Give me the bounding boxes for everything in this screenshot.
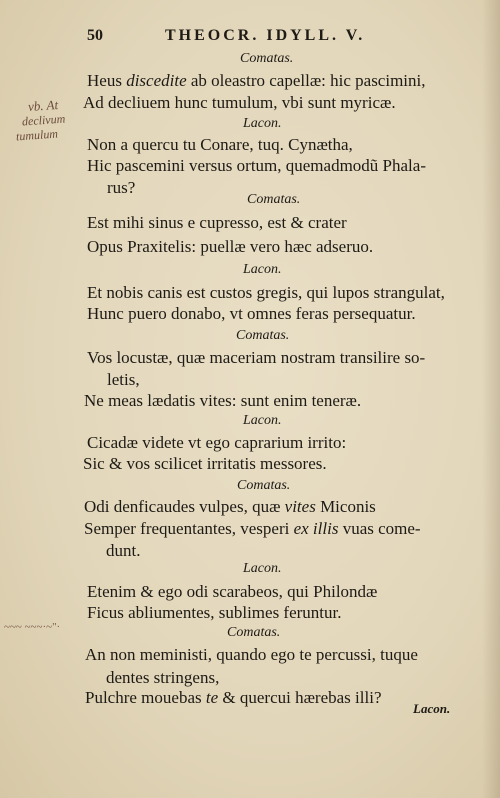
verse-line: [106, 669, 219, 686]
page-number: 50: [87, 27, 103, 44]
italic-phrase: discedite: [126, 71, 187, 90]
margin-note: tumulum: [15, 126, 59, 144]
speaker-heading: Comatas.: [247, 192, 301, 207]
verse-line: [83, 455, 327, 472]
speaker-heading: Lacon.: [243, 262, 282, 277]
verse-segment: Vos locustæ, quæ maceriam nostram transilire so-: [87, 348, 426, 367]
verse-segment: & quercui hærebas illi?: [218, 688, 382, 707]
verse-segment: Heus: [87, 71, 127, 90]
verse-line: [87, 72, 426, 89]
speaker-heading: Comatas.: [237, 478, 291, 493]
verse-segment: Pulchre mouebas: [85, 688, 206, 707]
speaker-heading: Lacon.: [243, 561, 282, 576]
verse-line: [84, 520, 421, 537]
speaker-heading: Comatas.: [240, 51, 294, 66]
verse-line: [87, 349, 425, 366]
italic-phrase: vites: [284, 497, 316, 516]
verse-segment: Miconis: [315, 497, 376, 516]
verse-segment: Cicadæ videte vt ego caprarium irrito:: [87, 433, 347, 452]
speaker-heading: Lacon.: [243, 116, 282, 131]
verse-segment: Est mihi sinus e cupresso, est & crater: [87, 213, 347, 232]
verse-segment: Opus Praxitelis: puellæ vero hæc adseruo.: [87, 237, 374, 256]
verse-segment: Semper frequentantes, vesperi: [84, 519, 294, 538]
verse-segment: ab oleastro capellæ: hic pascimini,: [186, 71, 426, 90]
verse-line: [106, 542, 140, 559]
running-title: THEOCR. IDYLL. V.: [165, 27, 366, 44]
verse-line: [84, 392, 361, 409]
verse-segment: rus?: [107, 178, 136, 197]
verse-segment: vuas come-: [338, 519, 421, 538]
verse-line: [87, 238, 373, 255]
verse-segment: An non meministi, quando ego te percussi, tuque: [85, 645, 418, 664]
verse-segment: dunt.: [106, 541, 141, 560]
verse-segment: Hunc puero donabo, vt omnes feras persequatur.: [87, 304, 416, 323]
verse-line: [83, 94, 396, 111]
italic-phrase: te: [205, 688, 219, 707]
verse-segment: Odi denficaudes vulpes, quæ: [84, 497, 285, 516]
verse-segment: Hic pascemini versus ortum, quemadmodũ Phala-: [87, 156, 426, 175]
verse-line: [85, 689, 381, 706]
verse-segment: Ne meas lædatis vites: sunt enim teneræ.: [84, 391, 362, 410]
margin-note: declivum: [21, 111, 66, 129]
speaker-heading: Comatas.: [236, 328, 290, 343]
verse-segment: Ficus abliumentes, sublimes feruntur.: [87, 603, 342, 622]
verse-segment: dentes stringens,: [106, 668, 220, 687]
verse-line: [84, 498, 376, 515]
verse-line: [107, 371, 140, 388]
verse-segment: Sic & vos scilicet irritatis messores.: [83, 454, 327, 473]
verse-segment: letis,: [107, 370, 140, 389]
italic-phrase: ex illis: [293, 519, 339, 538]
margin-scribble: ~~~ ~~~·~"·: [4, 621, 61, 633]
verse-line: [107, 179, 135, 196]
verse-line: [87, 214, 347, 231]
page-edge-shadow: [482, 0, 500, 798]
catchword: Lacon.: [413, 701, 451, 716]
verse-line: [87, 157, 426, 174]
verse-line: [87, 583, 377, 600]
verse-segment: Et nobis canis est custos gregis, qui lupos strangulat,: [87, 283, 445, 302]
verse-line: [87, 604, 342, 621]
speaker-heading: Comatas.: [227, 625, 281, 640]
verse-segment: Ad decliuem hunc tumulum, vbi sunt myricæ.: [83, 93, 396, 112]
verse-line: [87, 434, 346, 451]
margin-note: vb. At: [27, 96, 59, 115]
verse-line: [87, 136, 353, 153]
speaker-heading: Lacon.: [243, 413, 282, 428]
verse-line: [85, 646, 418, 663]
verse-segment: Non a quercu tu Conare, tuq. Cynætha,: [87, 135, 353, 154]
verse-line: [87, 284, 445, 301]
verse-line: [87, 305, 416, 322]
verse-segment: Etenim & ego odi scarabeos, qui Philondæ: [87, 582, 378, 601]
